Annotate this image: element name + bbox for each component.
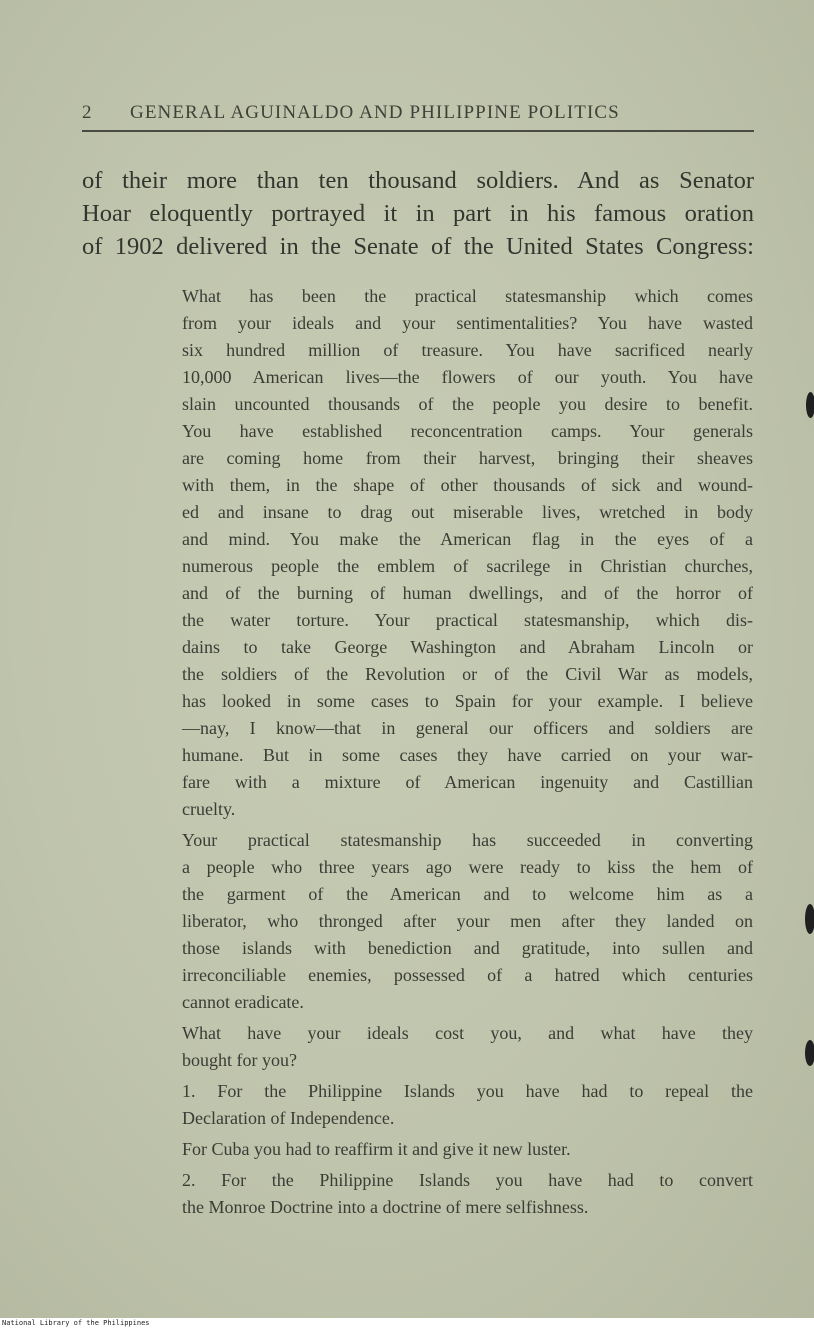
quote-line: cannot eradicate. xyxy=(182,992,304,1012)
quote-paragraph-2 xyxy=(138,827,753,1016)
quote-line: What have your ideals cost you, and what have they xyxy=(182,1023,753,1043)
quote-line: a people who three years ago were ready to kiss the hem of xyxy=(182,857,753,877)
quote-line: Declaration of Independence. xyxy=(182,1108,395,1128)
quote-paragraph-1 xyxy=(138,283,753,823)
quote-paragraph-4 xyxy=(138,1078,753,1132)
quote-line: from your ideals and your sentimentalities? You have wasted xyxy=(182,313,753,333)
running-header xyxy=(82,98,754,132)
quote-line: the garment of the American and to welcome him as a xyxy=(182,884,753,904)
quote-line: has looked in some cases to Spain for your example. I believe xyxy=(182,691,753,711)
quote-paragraph-6 xyxy=(138,1167,753,1221)
quote-line: six hundred million of treasure. You have sacrificed nearly xyxy=(182,340,753,360)
quote-line: What has been the practical statesmanship which comes xyxy=(182,286,753,306)
quote-line: with them, in the shape of other thousands of sick and wound- xyxy=(182,475,753,495)
quote-line: irreconciliable enemies, possessed of a hatred which centuries xyxy=(182,965,753,985)
ink-blot xyxy=(805,904,814,934)
quote-paragraph-3 xyxy=(138,1020,753,1074)
quote-line: the soldiers of the Revolution or of the Civil War as models, xyxy=(182,664,753,684)
running-title: GENERAL AGUINALDO AND PHILIPPINE POLITICS xyxy=(130,102,620,123)
quote-line: are coming home from their harvest, bringing their sheaves xyxy=(182,448,753,468)
quote-line: and mind. You make the American flag in the eyes of a xyxy=(182,529,753,549)
intro-line: of 1902 delivered in the Senate of the United States Congress: xyxy=(82,233,754,260)
quote-line: numerous people the emblem of sacrilege in Christian churches, xyxy=(182,556,753,576)
intro-line: of their more than ten thousand soldiers. And as Senator xyxy=(82,167,754,194)
ink-blot xyxy=(806,392,814,418)
footer-credit: National Library of the Philippines xyxy=(2,1319,150,1327)
block-quote xyxy=(138,283,753,1225)
quote-line: those islands with benediction and gratitude, into sullen and xyxy=(182,938,753,958)
quote-line: the Monroe Doctrine into a doctrine of mere selfishness. xyxy=(182,1197,589,1217)
quote-line: dains to take George Washington and Abraham Lincoln or xyxy=(182,637,753,657)
quote-line: ed and insane to drag out miserable lives, wretched in body xyxy=(182,502,753,522)
quote-line: humane. But in some cases they have carried on your war- xyxy=(182,745,753,765)
quote-line: slain uncounted thousands of the people you desire to benefit. xyxy=(182,394,753,414)
quote-paragraph-5 xyxy=(138,1136,753,1163)
intro-paragraph xyxy=(82,164,754,263)
quote-line: You have established reconcentration camps. Your generals xyxy=(182,421,753,441)
quote-line: —nay, I know—that in general our officers and soldiers are xyxy=(182,718,753,738)
page-number: 2 xyxy=(82,102,93,123)
quote-line: cruelty. xyxy=(182,799,236,819)
ink-blot xyxy=(805,1040,814,1066)
quote-line: 10,000 American lives—the flowers of our youth. You have xyxy=(182,367,753,387)
quote-line: liberator, who thronged after your men after they landed on xyxy=(182,911,753,931)
quote-line: the water torture. Your practical statesmanship, which dis- xyxy=(182,610,753,630)
quote-line: For Cuba you had to reaffirm it and give it new luster. xyxy=(182,1139,571,1159)
quote-line: 1. For the Philippine Islands you have had to repeal the xyxy=(182,1081,753,1101)
quote-line: 2. For the Philippine Islands you have had to convert xyxy=(182,1170,753,1190)
quote-line: bought for you? xyxy=(182,1050,297,1070)
quote-line: Your practical statesmanship has succeeded in converting xyxy=(182,830,753,850)
quote-line: fare with a mixture of American ingenuity and Castillian xyxy=(182,772,753,792)
intro-line: Hoar eloquently portrayed it in part in his famous oration xyxy=(82,200,754,227)
quote-line: and of the burning of human dwellings, and of the horror of xyxy=(182,583,753,603)
